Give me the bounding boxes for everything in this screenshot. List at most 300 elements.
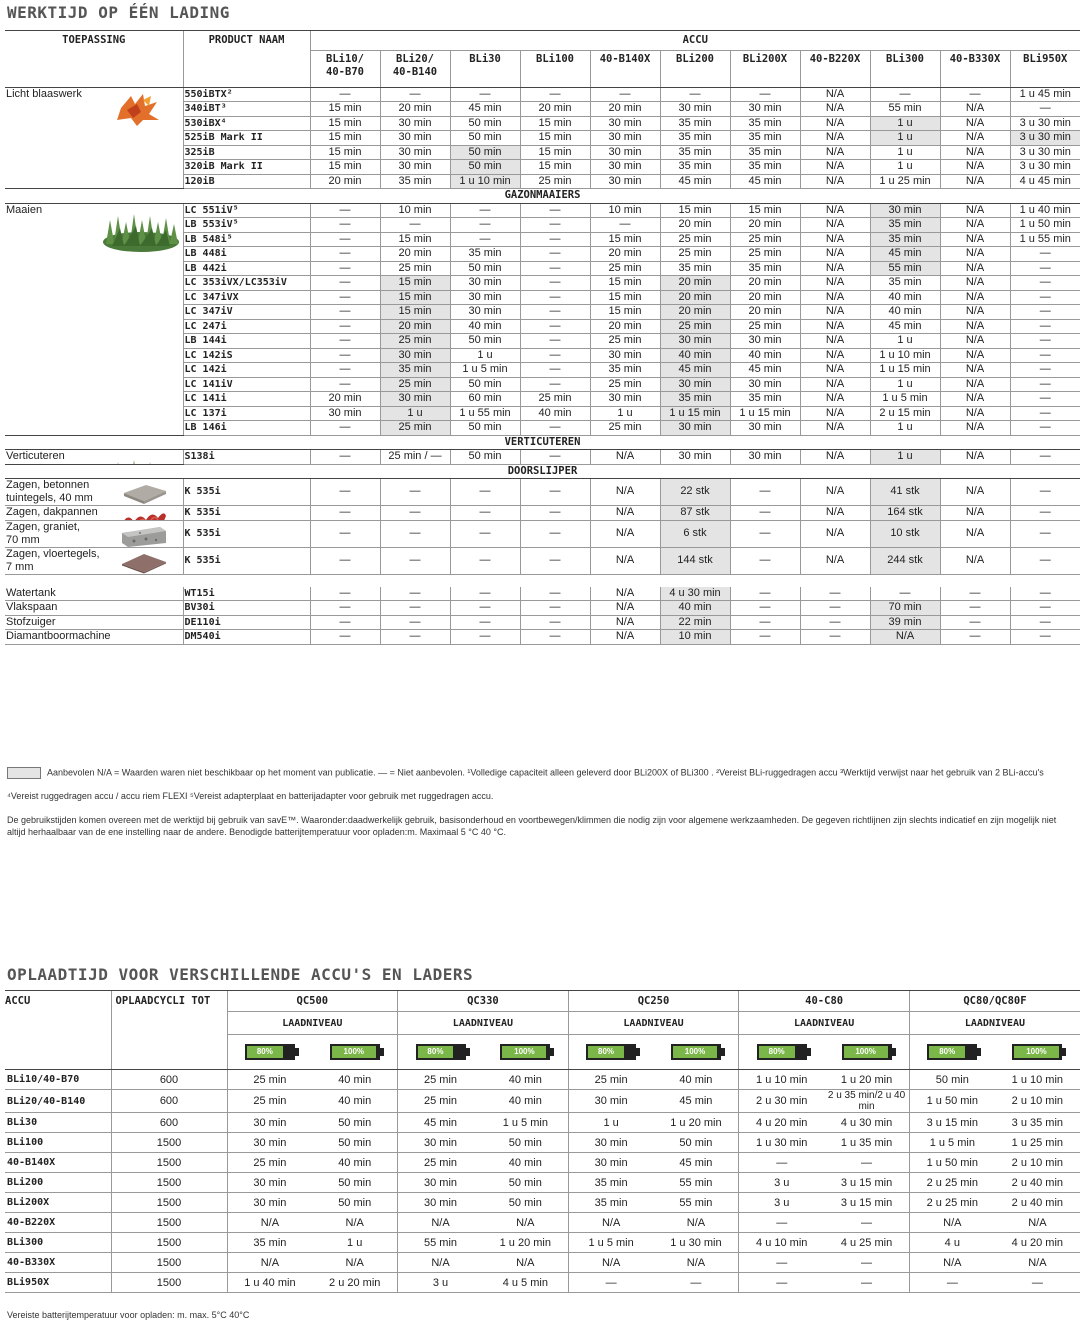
runtime-cell: 30 min	[730, 450, 800, 465]
runtime-cell: 20 min	[730, 218, 800, 233]
runtime-cell: 15 min	[310, 102, 380, 117]
runtime-cell: N/A	[940, 174, 1010, 189]
runtime-cell: N/A	[800, 363, 870, 378]
runtime-cell: —	[450, 506, 520, 521]
battery-header: BLi30	[450, 50, 520, 87]
charge-time-cell: —	[568, 1273, 653, 1293]
runtime-cell: N/A	[590, 615, 660, 630]
runtime-cell: 25 min	[590, 421, 660, 436]
runtime-cell: 6 stk	[660, 520, 730, 547]
charge-time-cell: 3 u 35 min	[995, 1113, 1080, 1133]
runtime-cell: 15 min	[520, 131, 590, 146]
table-row	[5, 1133, 1080, 1153]
runtime-cell: 15 min	[590, 232, 660, 247]
runtime-cell: N/A	[940, 116, 1010, 131]
product-name: LB 442i	[183, 261, 310, 276]
runtime-cell: 35 min	[380, 174, 450, 189]
charge-time-cell: 1 u 25 min	[995, 1133, 1080, 1153]
runtime-cell: —	[1010, 421, 1080, 436]
runtime-cell: 41 stk	[870, 479, 940, 506]
charge-cycles: 1500	[111, 1133, 227, 1153]
runtime-cell: 25 min	[520, 392, 590, 407]
runtime-cell: 50 min	[450, 450, 520, 465]
runtime-cell: N/A	[940, 363, 1010, 378]
accu-name: BLi200X	[5, 1193, 111, 1213]
charge-time-cell: N/A	[398, 1253, 483, 1273]
runtime-cell: 35 min	[870, 218, 940, 233]
product-name: 320iB Mark II	[183, 160, 310, 175]
charge-time-cell: 2 u 40 min	[995, 1193, 1080, 1213]
charge-time-cell: 30 min	[398, 1133, 483, 1153]
runtime-cell: 15 min	[310, 145, 380, 160]
col-accu: ACCU	[310, 31, 1080, 51]
application-label: Vlakspaan	[6, 601, 58, 613]
runtime-cell: —	[1010, 305, 1080, 320]
charge-time-cell: N/A	[312, 1213, 397, 1233]
runtime-cell: —	[310, 305, 380, 320]
runtime-cell: 20 min	[380, 319, 450, 334]
charge-cycles: 600	[111, 1090, 227, 1113]
runtime-cell: N/A	[940, 479, 1010, 506]
runtime-cell: N/A	[590, 547, 660, 574]
runtime-cell: 15 min	[520, 145, 590, 160]
runtime-cell: —	[520, 520, 590, 547]
runtime-cell: 4 u 30 min	[660, 587, 730, 601]
runtime-cell: 1 u 40 min	[1010, 203, 1080, 218]
product-name: LC 347iVX	[183, 290, 310, 305]
table-row	[5, 1233, 1080, 1253]
charge-time-cell: 1 u 10 min	[995, 1070, 1080, 1090]
charge-time-cell: 50 min	[312, 1113, 397, 1133]
table-row	[5, 1153, 1080, 1173]
runtime-cell: 40 min	[870, 305, 940, 320]
runtime-cell: N/A	[800, 547, 870, 574]
runtime-cell: N/A	[940, 392, 1010, 407]
charge-time-cell: 40 min	[483, 1070, 568, 1090]
battery-level-label: 100%	[502, 1046, 546, 1058]
table-row	[5, 587, 1080, 601]
product-name: K 535i	[183, 547, 310, 574]
application-cell	[5, 87, 183, 189]
disclaimer: De gebruikstijden komen overeen met de werktijd bij gebruik van savE™. Waaronder:daadwerkelijk gebruik, basisonderhoud en voortbewegen/klimmen die nodig zijn voor algemene werkzaamheden. De gegeven richtlijnen zijn slechts indicatief en zijn mogelijk niet altijd herhaalbaar van de ene instelling naar de andere. Benodigde batterijtemperatuur voor opladen:m. Maximaal 5 °C 40 °C.	[7, 815, 1057, 837]
runtime-cell: 20 min	[660, 218, 730, 233]
runtime-cell: —	[1010, 377, 1080, 392]
charge-time-cell: N/A	[909, 1213, 994, 1233]
runtime-cell: 50 min	[450, 145, 520, 160]
runtime-cell: —	[310, 87, 380, 102]
runtime-cell: 50 min	[450, 116, 520, 131]
runtime-cell: 30 min	[870, 203, 940, 218]
charge-time-cell: 25 min	[227, 1090, 312, 1113]
runtime-cell: —	[940, 87, 1010, 102]
runtime-cell: N/A	[940, 218, 1010, 233]
runtime-cell: —	[1010, 261, 1080, 276]
table-row	[5, 506, 1080, 521]
runtime-cell: 15 min	[380, 232, 450, 247]
product-name: LC 142i	[183, 363, 310, 378]
table-row	[5, 1213, 1080, 1233]
application-cell	[5, 587, 183, 601]
runtime-cell: 1 u 55 min	[1010, 232, 1080, 247]
runtime-cell: 1 u 15 min	[660, 406, 730, 421]
runtime-cell: —	[1010, 334, 1080, 349]
table-row	[5, 520, 1080, 547]
runtime-cell: 50 min	[450, 261, 520, 276]
runtime-cell: 35 min	[870, 276, 940, 291]
runtime-cell: 55 min	[870, 102, 940, 117]
runtime-cell: 20 min	[590, 247, 660, 262]
runtime-cell: 1 u 10 min	[450, 174, 520, 189]
runtime-cell: 15 min	[520, 116, 590, 131]
product-name: LC 551iV⁵	[183, 203, 310, 218]
battery-level-label: 100%	[1014, 1046, 1058, 1058]
runtime-title: WERKTIJD OP ÉÉN LADING	[7, 3, 230, 22]
charge-time-cell: 45 min	[654, 1090, 739, 1113]
runtime-cell: —	[520, 232, 590, 247]
battery-header: BLi950X	[1010, 50, 1080, 87]
charge-time-cell: N/A	[654, 1213, 739, 1233]
runtime-cell: —	[380, 479, 450, 506]
charge-time-cell: 4 u 5 min	[483, 1273, 568, 1293]
application-label: Stofzuiger	[6, 615, 56, 628]
runtime-cell: —	[520, 305, 590, 320]
charge-time-cell: 2 u 25 min	[909, 1173, 994, 1193]
charge-time-cell: 50 min	[483, 1133, 568, 1153]
battery-level-label: 80%	[759, 1046, 795, 1058]
charge-time-cell: N/A	[227, 1253, 312, 1273]
runtime-cell: 35 min	[730, 392, 800, 407]
charge-time-cell: 45 min	[398, 1113, 483, 1133]
runtime-cell: —	[590, 87, 660, 102]
runtime-cell: 15 min	[380, 290, 450, 305]
runtime-cell: —	[450, 479, 520, 506]
charge-time-cell: 1 u 50 min	[909, 1153, 994, 1173]
runtime-cell: 50 min	[450, 131, 520, 146]
runtime-cell: 15 min	[310, 131, 380, 146]
runtime-cell: N/A	[800, 145, 870, 160]
product-name: LC 141i	[183, 392, 310, 407]
col-application: TOEPASSING	[5, 31, 183, 51]
charge-time-cell: N/A	[227, 1213, 312, 1233]
charge-time-cell: N/A	[312, 1253, 397, 1273]
runtime-cell: N/A	[800, 421, 870, 436]
charge-cycles: 1500	[111, 1273, 227, 1293]
runtime-cell: 35 min	[730, 261, 800, 276]
battery-level-label: 100%	[332, 1046, 376, 1058]
runtime-cell: 1 u	[870, 421, 940, 436]
application-label: Zagen, dakpannen	[6, 506, 98, 518]
charge-time-cell: N/A	[483, 1213, 568, 1233]
runtime-cell: 25 min	[380, 421, 450, 436]
runtime-cell: N/A	[800, 131, 870, 146]
runtime-cell: —	[450, 87, 520, 102]
application-label: Verticuteren	[6, 450, 65, 462]
runtime-cell: N/A	[940, 247, 1010, 262]
runtime-cell: —	[520, 630, 590, 645]
runtime-cell: 40 min	[660, 601, 730, 616]
runtime-cell: 25 min	[380, 261, 450, 276]
runtime-cell: —	[520, 276, 590, 291]
runtime-cell: 25 min	[660, 232, 730, 247]
charge-time-cell: 4 u 20 min	[995, 1233, 1080, 1253]
runtime-cell: 20 min	[380, 247, 450, 262]
runtime-cell: —	[520, 421, 590, 436]
runtime-cell: 35 min	[730, 145, 800, 160]
runtime-cell: 87 stk	[660, 506, 730, 521]
runtime-cell: —	[520, 319, 590, 334]
runtime-cell: 30 min	[590, 348, 660, 363]
level-label: LAADNIVEAU	[568, 1012, 739, 1035]
runtime-cell: —	[520, 601, 590, 616]
runtime-cell: 30 min	[380, 145, 450, 160]
charge-time-cell: N/A	[398, 1213, 483, 1233]
runtime-cell: N/A	[940, 276, 1010, 291]
table-row	[5, 1113, 1080, 1133]
runtime-cell: 25 min	[590, 377, 660, 392]
charge-time-cell: 30 min	[227, 1173, 312, 1193]
runtime-cell: N/A	[940, 261, 1010, 276]
runtime-cell: 50 min	[450, 421, 520, 436]
runtime-cell: —	[310, 506, 380, 521]
runtime-cell: N/A	[940, 319, 1010, 334]
runtime-cell: —	[380, 520, 450, 547]
table-row	[5, 479, 1080, 506]
runtime-cell: 10 stk	[870, 520, 940, 547]
charge-time-cell: —	[909, 1273, 994, 1293]
table-row	[5, 1193, 1080, 1213]
accu-name: 40-B140X	[5, 1153, 111, 1173]
runtime-cell: 30 min	[380, 131, 450, 146]
runtime-cell: —	[1010, 392, 1080, 407]
runtime-cell: N/A	[800, 392, 870, 407]
runtime-cell: N/A	[800, 506, 870, 521]
charge-cycles: 1500	[111, 1213, 227, 1233]
runtime-cell: —	[1010, 290, 1080, 305]
charge-time-cell: 40 min	[483, 1153, 568, 1173]
runtime-cell: 45 min	[730, 174, 800, 189]
runtime-cell: 1 u	[590, 406, 660, 421]
runtime-cell: —	[310, 601, 380, 616]
product-name: 550iBTX²	[183, 87, 310, 102]
runtime-cell: 1 u 5 min	[450, 363, 520, 378]
runtime-cell: 2 u 15 min	[870, 406, 940, 421]
charge-time-cell: N/A	[568, 1213, 653, 1233]
legend-text: Aanbevolen N/A = Waarden waren niet beschikbaar op het moment van publicatie. — = Niet aanbevolen. ¹Volledige capaciteit alleen geleverd door BLi200X of BLi300 . ²Vereist BLi-ruggedragen accu ³Werktijd verwijst naar het gebruik van 2 BLi-accu's	[47, 767, 1044, 778]
battery-level-icon	[671, 1044, 721, 1060]
charger-header: QC330	[398, 991, 569, 1012]
runtime-cell: 15 min	[590, 305, 660, 320]
runtime-cell: N/A	[940, 406, 1010, 421]
runtime-cell: 30 min	[450, 305, 520, 320]
runtime-cell: 45 min	[730, 363, 800, 378]
runtime-cell: —	[730, 630, 800, 645]
accu-name: BLi20/40-B140	[5, 1090, 111, 1113]
runtime-cell: —	[450, 218, 520, 233]
battery-level-label: 80%	[247, 1046, 283, 1058]
runtime-cell: N/A	[800, 116, 870, 131]
table-row	[5, 630, 1080, 645]
runtime-cell: 40 min	[730, 348, 800, 363]
runtime-cell: N/A	[800, 87, 870, 102]
runtime-cell: 50 min	[450, 160, 520, 175]
charge-time-cell: 1 u 20 min	[654, 1113, 739, 1133]
charge-time-cell: N/A	[568, 1253, 653, 1273]
charge-time-cell: 1 u 5 min	[568, 1233, 653, 1253]
charge-time-cell: 55 min	[398, 1233, 483, 1253]
runtime-cell: N/A	[800, 247, 870, 262]
runtime-cell: —	[1010, 547, 1080, 574]
charge-cycles: 600	[111, 1113, 227, 1133]
runtime-cell: 25 min	[380, 334, 450, 349]
table-row	[5, 1253, 1080, 1273]
runtime-cell: —	[450, 601, 520, 616]
charge-time-cell: 45 min	[654, 1153, 739, 1173]
product-name: 120iB	[183, 174, 310, 189]
legend	[7, 767, 1044, 779]
charge-time-cell: 50 min	[312, 1133, 397, 1153]
runtime-cell: —	[870, 587, 940, 601]
charge-time-cell: 50 min	[483, 1193, 568, 1213]
runtime-cell: 20 min	[310, 174, 380, 189]
runtime-cell: 25 min	[590, 334, 660, 349]
charge-time-cell: 1 u	[312, 1233, 397, 1253]
charge-time-cell: 50 min	[312, 1193, 397, 1213]
runtime-cell: —	[730, 587, 800, 601]
runtime-cell: 50 min	[450, 334, 520, 349]
runtime-cell: 45 min	[660, 174, 730, 189]
runtime-cell: —	[1010, 450, 1080, 465]
runtime-cell: 1 u 15 min	[870, 363, 940, 378]
charge-time-cell: N/A	[995, 1253, 1080, 1273]
runtime-cell: —	[310, 520, 380, 547]
runtime-cell: 1 u	[870, 160, 940, 175]
runtime-cell: 45 min	[870, 247, 940, 262]
runtime-cell: 40 min	[660, 348, 730, 363]
accu-name: 40-B330X	[5, 1253, 111, 1273]
charge-time-cell: 1 u 20 min	[824, 1070, 909, 1090]
charge-time-cell: 1 u	[568, 1113, 653, 1133]
runtime-cell: —	[450, 587, 520, 601]
runtime-cell: 20 min	[380, 102, 450, 117]
runtime-cell: —	[1010, 601, 1080, 616]
charge-time-cell: N/A	[654, 1253, 739, 1273]
runtime-cell: N/A	[800, 334, 870, 349]
battery-level-label: 100%	[844, 1046, 888, 1058]
table-row	[5, 547, 1080, 574]
charge-time-cell: 40 min	[312, 1153, 397, 1173]
runtime-cell: 45 min	[870, 319, 940, 334]
runtime-cell: N/A	[800, 218, 870, 233]
charge-time-cell: 50 min	[312, 1173, 397, 1193]
charge-time-cell: —	[824, 1273, 909, 1293]
table-row	[5, 1070, 1080, 1090]
runtime-cell: —	[520, 587, 590, 601]
runtime-cell: N/A	[940, 160, 1010, 175]
runtime-cell: 1 u	[870, 450, 940, 465]
charge-time-cell: 25 min	[398, 1090, 483, 1113]
runtime-cell: N/A	[590, 601, 660, 616]
charge-time-cell: 55 min	[654, 1173, 739, 1193]
runtime-cell: 15 min	[730, 203, 800, 218]
runtime-cell: 45 min	[450, 102, 520, 117]
charge-time-cell: 40 min	[312, 1090, 397, 1113]
application-cell	[5, 601, 183, 616]
battery-level-label: 80%	[588, 1046, 624, 1058]
runtime-cell: 15 min	[660, 203, 730, 218]
runtime-cell: 20 min	[660, 276, 730, 291]
battery-level-icon	[842, 1044, 892, 1060]
runtime-cell: 10 min	[660, 630, 730, 645]
battery-header: BLi20/ 40-B140	[380, 50, 450, 87]
runtime-cell: —	[380, 87, 450, 102]
runtime-cell: —	[310, 377, 380, 392]
battery-level-icon	[330, 1044, 380, 1060]
charge-time-cell: 30 min	[227, 1113, 312, 1133]
charge-time-cell: 2 u 35 min/2 u 40 min	[824, 1090, 909, 1113]
runtime-cell: N/A	[800, 261, 870, 276]
level-label: LAADNIVEAU	[739, 1012, 910, 1035]
battery-header: 40-B330X	[940, 50, 1010, 87]
runtime-cell: 244 stk	[870, 547, 940, 574]
charge-time-cell: 2 u 20 min	[312, 1273, 397, 1293]
runtime-cell: 30 min	[450, 276, 520, 291]
runtime-cell: —	[520, 377, 590, 392]
runtime-cell: —	[310, 630, 380, 645]
runtime-cell: N/A	[590, 587, 660, 601]
charge-time-cell: 50 min	[654, 1133, 739, 1153]
product-name: LC 142iS	[183, 348, 310, 363]
col-product: PRODUCT NAAM	[183, 31, 310, 51]
runtime-cell: —	[1010, 348, 1080, 363]
runtime-cell: —	[800, 601, 870, 616]
runtime-cell: N/A	[940, 102, 1010, 117]
runtime-cell: N/A	[800, 203, 870, 218]
charge-time-cell: —	[995, 1273, 1080, 1293]
runtime-cell: 3 u 30 min	[1010, 160, 1080, 175]
charge-time-cell: 30 min	[568, 1133, 653, 1153]
runtime-cell: —	[520, 363, 590, 378]
runtime-cell: 4 u 45 min	[1010, 174, 1080, 189]
runtime-cell: 30 min	[660, 377, 730, 392]
runtime-cell: —	[380, 601, 450, 616]
application-cell	[5, 520, 183, 547]
runtime-cell: 35 min	[660, 392, 730, 407]
charge-time-cell: 30 min	[227, 1193, 312, 1213]
runtime-cell: —	[380, 547, 450, 574]
runtime-cell: 35 min	[660, 131, 730, 146]
runtime-cell: —	[310, 450, 380, 465]
runtime-cell: 30 min	[380, 392, 450, 407]
runtime-cell: 30 min	[380, 160, 450, 175]
charge-cycles: 1500	[111, 1193, 227, 1213]
runtime-cell: 20 min	[310, 392, 380, 407]
runtime-cell: —	[800, 587, 870, 601]
runtime-cell: —	[1010, 520, 1080, 547]
runtime-cell: N/A	[940, 232, 1010, 247]
runtime-cell: 20 min	[660, 305, 730, 320]
runtime-cell: N/A	[800, 102, 870, 117]
runtime-cell: —	[520, 547, 590, 574]
runtime-cell: —	[310, 319, 380, 334]
product-name: 340iBT³	[183, 102, 310, 117]
runtime-cell: 1 u 50 min	[1010, 218, 1080, 233]
charge-time-cell: 1 u 20 min	[483, 1233, 568, 1253]
runtime-cell: N/A	[940, 290, 1010, 305]
runtime-cell: N/A	[940, 547, 1010, 574]
section-title: GAZONMAAIERS	[5, 189, 1080, 204]
charge-time-cell: 30 min	[568, 1090, 653, 1113]
runtime-cell: N/A	[940, 305, 1010, 320]
